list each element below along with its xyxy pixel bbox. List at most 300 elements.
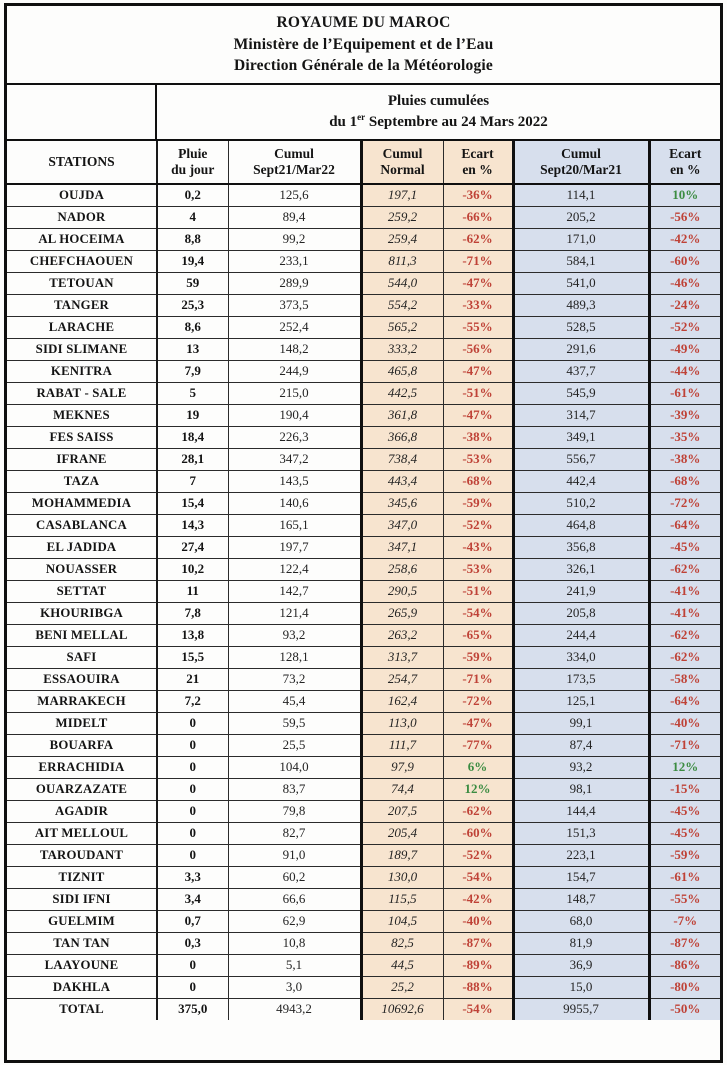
table-row xyxy=(7,492,720,514)
pluie-du-jour-cell: 0 xyxy=(157,756,228,778)
cumul-sept21-mar22-cell: 25,5 xyxy=(228,734,361,756)
ecart-normal-cell: -40% xyxy=(443,910,513,932)
cumul-normal-cell: 263,2 xyxy=(361,624,443,646)
pluie-du-jour-cell: 4 xyxy=(157,206,228,228)
station-cell: TAZA xyxy=(7,470,157,492)
cumul-normal-cell: 207,5 xyxy=(361,800,443,822)
ecart-n1-cell: -45% xyxy=(649,536,720,558)
ecart-normal-cell: -71% xyxy=(443,668,513,690)
cumul-sept21-mar22-cell: 3,0 xyxy=(228,976,361,998)
pluie-du-jour-cell: 7 xyxy=(157,470,228,492)
ecart-normal-cell: -71% xyxy=(443,250,513,272)
ecart-n1-cell: -64% xyxy=(649,514,720,536)
station-cell: TETOUAN xyxy=(7,272,157,294)
station-cell: TAROUDANT xyxy=(7,844,157,866)
document-sheet xyxy=(4,3,723,1063)
ecart-normal-cell: -59% xyxy=(443,492,513,514)
cumul-sept20-mar21-cell: 173,5 xyxy=(513,668,649,690)
col-header-pluie-du-jour xyxy=(157,141,228,184)
station-cell: CASABLANCA xyxy=(7,514,157,536)
col-header-line: en % xyxy=(462,162,493,177)
table-row xyxy=(7,712,720,734)
table-row xyxy=(7,316,720,338)
ecart-normal-cell: -33% xyxy=(443,294,513,316)
cumul-sept21-mar22-cell: 233,1 xyxy=(228,250,361,272)
ecart-n1-cell: -7% xyxy=(649,910,720,932)
cumul-sept20-mar21-cell: 148,7 xyxy=(513,888,649,910)
ecart-n1-cell: -62% xyxy=(649,558,720,580)
col-header-stations: STATIONS xyxy=(7,141,157,184)
station-cell: CHEFCHAOUEN xyxy=(7,250,157,272)
cumul-normal-cell: 259,4 xyxy=(361,228,443,250)
col-header-cumul-normal xyxy=(361,141,443,184)
station-cell: KHOURIBGA xyxy=(7,602,157,624)
cumul-normal-cell: 265,9 xyxy=(361,602,443,624)
cumul-sept20-mar21-cell: 241,9 xyxy=(513,580,649,602)
ecart-normal-cell: -47% xyxy=(443,404,513,426)
cumul-sept20-mar21-cell: 15,0 xyxy=(513,976,649,998)
station-cell: SIDI SLIMANE xyxy=(7,338,157,360)
col-header-line: Sept20/Mar21 xyxy=(540,162,622,177)
station-cell: MARRAKECH xyxy=(7,690,157,712)
ecart-normal-cell: -87% xyxy=(443,932,513,954)
ecart-n1-cell: -56% xyxy=(649,206,720,228)
ecart-n1-cell: -39% xyxy=(649,404,720,426)
table-row xyxy=(7,228,720,250)
cumul-sept21-mar22-cell: 244,9 xyxy=(228,360,361,382)
pluie-du-jour-cell: 0 xyxy=(157,734,228,756)
ecart-n1-cell: -59% xyxy=(649,844,720,866)
period-sub-rest: Septembre au 24 Mars 2022 xyxy=(365,114,548,130)
cumul-sept20-mar21-cell: 584,1 xyxy=(513,250,649,272)
col-header-line: Cumul xyxy=(382,145,423,161)
cumul-sept20-mar21-cell: 326,1 xyxy=(513,558,649,580)
ecart-n1-cell: -87% xyxy=(649,932,720,954)
pluie-du-jour-cell: 3,4 xyxy=(157,888,228,910)
cumul-sept21-mar22-cell: 62,9 xyxy=(228,910,361,932)
station-cell: MIDELT xyxy=(7,712,157,734)
ecart-normal-cell: -62% xyxy=(443,800,513,822)
station-cell: SIDI IFNI xyxy=(7,888,157,910)
cumul-sept20-mar21-cell: 36,9 xyxy=(513,954,649,976)
station-cell: FES SAISS xyxy=(7,426,157,448)
ecart-normal-cell: -72% xyxy=(443,690,513,712)
table-row xyxy=(7,470,720,492)
table-row xyxy=(7,646,720,668)
ecart-n1-cell: -50% xyxy=(649,998,720,1020)
station-cell: SETTAT xyxy=(7,580,157,602)
station-cell: AL HOCEIMA xyxy=(7,228,157,250)
ecart-normal-cell: -51% xyxy=(443,580,513,602)
cumul-sept21-mar22-cell: 104,0 xyxy=(228,756,361,778)
cumul-sept20-mar21-cell: 528,5 xyxy=(513,316,649,338)
table-row xyxy=(7,338,720,360)
period-band xyxy=(7,85,720,141)
table-row xyxy=(7,250,720,272)
pluie-du-jour-cell: 0 xyxy=(157,844,228,866)
cumul-sept21-mar22-cell: 82,7 xyxy=(228,822,361,844)
station-cell: ESSAOUIRA xyxy=(7,668,157,690)
ecart-n1-cell: -45% xyxy=(649,800,720,822)
ecart-n1-cell: -61% xyxy=(649,382,720,404)
ecart-normal-cell: -89% xyxy=(443,954,513,976)
table-row xyxy=(7,448,720,470)
ecart-normal-cell: -56% xyxy=(443,338,513,360)
station-cell: LAAYOUNE xyxy=(7,954,157,976)
table-row xyxy=(7,580,720,602)
pluie-du-jour-cell: 0,2 xyxy=(157,184,228,206)
ecart-normal-cell: -51% xyxy=(443,382,513,404)
pluie-du-jour-cell: 0,7 xyxy=(157,910,228,932)
cumul-sept21-mar22-cell: 128,1 xyxy=(228,646,361,668)
cumul-sept21-mar22-cell: 121,4 xyxy=(228,602,361,624)
table-row xyxy=(7,558,720,580)
cumul-normal-cell: 544,0 xyxy=(361,272,443,294)
cumul-sept20-mar21-cell: 442,4 xyxy=(513,470,649,492)
header-line-2: Ministère de l’Equipement et de l’Eau xyxy=(233,35,494,53)
pluie-du-jour-cell: 10,2 xyxy=(157,558,228,580)
station-cell: NOUASSER xyxy=(7,558,157,580)
cumul-sept20-mar21-cell: 510,2 xyxy=(513,492,649,514)
cumul-normal-cell: 442,5 xyxy=(361,382,443,404)
period-sub-sup: er xyxy=(357,112,366,122)
pluie-du-jour-cell: 19 xyxy=(157,404,228,426)
pluie-du-jour-cell: 19,4 xyxy=(157,250,228,272)
header-line-1: ROYAUME DU MAROC xyxy=(276,14,451,32)
cumul-sept20-mar21-cell: 314,7 xyxy=(513,404,649,426)
table-row xyxy=(7,866,720,888)
cumul-sept20-mar21-cell: 205,8 xyxy=(513,602,649,624)
table-row xyxy=(7,910,720,932)
cumul-sept20-mar21-cell: 541,0 xyxy=(513,272,649,294)
pluie-du-jour-cell: 375,0 xyxy=(157,998,228,1020)
station-cell: AGADIR xyxy=(7,800,157,822)
cumul-sept21-mar22-cell: 99,2 xyxy=(228,228,361,250)
cumul-normal-cell: 162,4 xyxy=(361,690,443,712)
cumul-normal-cell: 205,4 xyxy=(361,822,443,844)
cumul-normal-cell: 115,5 xyxy=(361,888,443,910)
table-row xyxy=(7,360,720,382)
cumul-normal-cell: 104,5 xyxy=(361,910,443,932)
station-cell: TAN TAN xyxy=(7,932,157,954)
pluie-du-jour-cell: 0 xyxy=(157,800,228,822)
col-header-line: Pluie xyxy=(178,145,208,161)
pluie-du-jour-cell: 3,3 xyxy=(157,866,228,888)
cumul-sept21-mar22-cell: 226,3 xyxy=(228,426,361,448)
cumul-normal-cell: 97,9 xyxy=(361,756,443,778)
cumul-sept21-mar22-cell: 125,6 xyxy=(228,184,361,206)
pluie-du-jour-cell: 5 xyxy=(157,382,228,404)
cumul-sept20-mar21-cell: 205,2 xyxy=(513,206,649,228)
cumul-sept20-mar21-cell: 151,3 xyxy=(513,822,649,844)
period-empty-cell xyxy=(7,85,157,139)
column-header-row xyxy=(7,141,720,184)
ecart-n1-cell: -72% xyxy=(649,492,720,514)
ecart-normal-cell: -36% xyxy=(443,184,513,206)
ecart-n1-cell: -42% xyxy=(649,228,720,250)
header-line-3: Direction Générale de la Météorologie xyxy=(233,57,494,75)
ecart-n1-cell: -71% xyxy=(649,734,720,756)
table-row xyxy=(7,404,720,426)
cumul-normal-cell: 465,8 xyxy=(361,360,443,382)
cumul-normal-cell: 111,7 xyxy=(361,734,443,756)
ecart-n1-cell: -35% xyxy=(649,426,720,448)
pluie-du-jour-cell: 7,8 xyxy=(157,602,228,624)
station-cell: KENITRA xyxy=(7,360,157,382)
table-row xyxy=(7,844,720,866)
cumul-sept21-mar22-cell: 122,4 xyxy=(228,558,361,580)
ecart-normal-cell: 6% xyxy=(443,756,513,778)
document-header xyxy=(7,6,720,85)
pluie-du-jour-cell: 7,2 xyxy=(157,690,228,712)
cumul-normal-cell: 290,5 xyxy=(361,580,443,602)
cumul-sept20-mar21-cell: 489,3 xyxy=(513,294,649,316)
ecart-n1-cell: -62% xyxy=(649,646,720,668)
cumul-sept20-mar21-cell: 9955,7 xyxy=(513,998,649,1020)
cumul-sept20-mar21-cell: 98,1 xyxy=(513,778,649,800)
ecart-n1-cell: -44% xyxy=(649,360,720,382)
cumul-sept20-mar21-cell: 356,8 xyxy=(513,536,649,558)
ecart-n1-cell: 12% xyxy=(649,756,720,778)
ecart-n1-cell: -61% xyxy=(649,866,720,888)
cumul-normal-cell: 333,2 xyxy=(361,338,443,360)
ecart-normal-cell: -54% xyxy=(443,602,513,624)
table-row xyxy=(7,382,720,404)
table-row xyxy=(7,668,720,690)
pluie-du-jour-cell: 15,5 xyxy=(157,646,228,668)
station-cell: LARACHE xyxy=(7,316,157,338)
table-row xyxy=(7,294,720,316)
cumul-sept21-mar22-cell: 165,1 xyxy=(228,514,361,536)
table-row xyxy=(7,734,720,756)
ecart-n1-cell: -49% xyxy=(649,338,720,360)
cumul-sept21-mar22-cell: 148,2 xyxy=(228,338,361,360)
table-row xyxy=(7,822,720,844)
pluie-du-jour-cell: 11 xyxy=(157,580,228,602)
cumul-normal-cell: 347,1 xyxy=(361,536,443,558)
station-cell: OUJDA xyxy=(7,184,157,206)
pluie-du-jour-cell: 21 xyxy=(157,668,228,690)
station-cell: TANGER xyxy=(7,294,157,316)
pluie-du-jour-cell: 0 xyxy=(157,712,228,734)
ecart-n1-cell: -41% xyxy=(649,602,720,624)
station-cell: BOUARFA xyxy=(7,734,157,756)
ecart-normal-cell: -42% xyxy=(443,888,513,910)
pluie-du-jour-cell: 0,3 xyxy=(157,932,228,954)
col-header-line: Cumul xyxy=(274,145,314,161)
cumul-sept20-mar21-cell: 349,1 xyxy=(513,426,649,448)
cumul-sept20-mar21-cell: 545,9 xyxy=(513,382,649,404)
cumul-normal-cell: 366,8 xyxy=(361,426,443,448)
ecart-normal-cell: -59% xyxy=(443,646,513,668)
ecart-n1-cell: -24% xyxy=(649,294,720,316)
cumul-normal-cell: 565,2 xyxy=(361,316,443,338)
ecart-n1-cell: -80% xyxy=(649,976,720,998)
pluie-du-jour-cell: 13 xyxy=(157,338,228,360)
cumul-normal-cell: 197,1 xyxy=(361,184,443,206)
ecart-n1-cell: -62% xyxy=(649,624,720,646)
ecart-normal-cell: -47% xyxy=(443,712,513,734)
ecart-normal-cell: -68% xyxy=(443,470,513,492)
cumul-sept20-mar21-cell: 334,0 xyxy=(513,646,649,668)
cumul-sept21-mar22-cell: 59,5 xyxy=(228,712,361,734)
ecart-normal-cell: -52% xyxy=(443,514,513,536)
col-header-line: Ecart xyxy=(669,145,702,161)
cumul-sept21-mar22-cell: 4943,2 xyxy=(228,998,361,1020)
cumul-sept20-mar21-cell: 87,4 xyxy=(513,734,649,756)
table-row xyxy=(7,932,720,954)
table-row xyxy=(7,426,720,448)
cumul-sept20-mar21-cell: 99,1 xyxy=(513,712,649,734)
ecart-normal-cell: -47% xyxy=(443,272,513,294)
cumul-normal-cell: 189,7 xyxy=(361,844,443,866)
cumul-sept21-mar22-cell: 140,6 xyxy=(228,492,361,514)
ecart-n1-cell: -41% xyxy=(649,580,720,602)
table-row xyxy=(7,756,720,778)
col-header-cumul-sept21-mar22 xyxy=(228,141,361,184)
cumul-sept20-mar21-cell: 144,4 xyxy=(513,800,649,822)
cumul-sept21-mar22-cell: 143,5 xyxy=(228,470,361,492)
cumul-sept20-mar21-cell: 223,1 xyxy=(513,844,649,866)
col-header-ecart-n1 xyxy=(649,141,720,184)
ecart-normal-cell: -52% xyxy=(443,844,513,866)
table-row xyxy=(7,954,720,976)
cumul-normal-cell: 82,5 xyxy=(361,932,443,954)
period-title: Pluies cumulées xyxy=(387,93,490,109)
pluie-du-jour-cell: 0 xyxy=(157,976,228,998)
ecart-n1-cell: -86% xyxy=(649,954,720,976)
station-cell: DAKHLA xyxy=(7,976,157,998)
cumul-normal-cell: 738,4 xyxy=(361,448,443,470)
ecart-n1-cell: -68% xyxy=(649,470,720,492)
station-cell: MOHAMMEDIA xyxy=(7,492,157,514)
station-cell: GUELMIM xyxy=(7,910,157,932)
station-cell: OUARZAZATE xyxy=(7,778,157,800)
table-row xyxy=(7,272,720,294)
cumul-normal-cell: 74,4 xyxy=(361,778,443,800)
cumul-normal-cell: 313,7 xyxy=(361,646,443,668)
pluie-du-jour-cell: 8,6 xyxy=(157,316,228,338)
station-cell: AIT MELLOUL xyxy=(7,822,157,844)
cumul-sept21-mar22-cell: 252,4 xyxy=(228,316,361,338)
station-cell: MEKNES xyxy=(7,404,157,426)
ecart-normal-cell: 12% xyxy=(443,778,513,800)
total-row xyxy=(7,998,720,1020)
cumul-sept21-mar22-cell: 373,5 xyxy=(228,294,361,316)
station-cell: SAFI xyxy=(7,646,157,668)
cumul-sept20-mar21-cell: 68,0 xyxy=(513,910,649,932)
period-subtitle xyxy=(329,112,548,131)
station-cell: NADOR xyxy=(7,206,157,228)
cumul-normal-cell: 443,4 xyxy=(361,470,443,492)
col-header-line: Sept21/Mar22 xyxy=(253,162,335,177)
cumul-normal-cell: 10692,6 xyxy=(361,998,443,1020)
pluie-du-jour-cell: 0 xyxy=(157,778,228,800)
ecart-normal-cell: -66% xyxy=(443,206,513,228)
col-header-line: en % xyxy=(670,162,701,177)
pluie-du-jour-cell: 15,4 xyxy=(157,492,228,514)
pluie-du-jour-cell: 25,3 xyxy=(157,294,228,316)
cumul-sept21-mar22-cell: 89,4 xyxy=(228,206,361,228)
station-cell: TOTAL xyxy=(7,998,157,1020)
cumul-sept21-mar22-cell: 91,0 xyxy=(228,844,361,866)
cumul-sept21-mar22-cell: 79,8 xyxy=(228,800,361,822)
cumul-sept20-mar21-cell: 154,7 xyxy=(513,866,649,888)
ecart-normal-cell: -54% xyxy=(443,866,513,888)
period-sub-prefix: du 1 xyxy=(329,114,358,130)
table-row xyxy=(7,206,720,228)
station-cell: TIZNIT xyxy=(7,866,157,888)
cumul-normal-cell: 361,8 xyxy=(361,404,443,426)
ecart-normal-cell: -53% xyxy=(443,558,513,580)
ecart-n1-cell: -58% xyxy=(649,668,720,690)
cumul-sept20-mar21-cell: 291,6 xyxy=(513,338,649,360)
ecart-n1-cell: 10% xyxy=(649,184,720,206)
ecart-normal-cell: -53% xyxy=(443,448,513,470)
ecart-n1-cell: -52% xyxy=(649,316,720,338)
ecart-n1-cell: -55% xyxy=(649,888,720,910)
pluie-du-jour-cell: 0 xyxy=(157,822,228,844)
ecart-n1-cell: -60% xyxy=(649,250,720,272)
cumul-sept21-mar22-cell: 83,7 xyxy=(228,778,361,800)
pluie-du-jour-cell: 14,3 xyxy=(157,514,228,536)
pluie-du-jour-cell: 27,4 xyxy=(157,536,228,558)
cumul-sept21-mar22-cell: 347,2 xyxy=(228,448,361,470)
ecart-normal-cell: -54% xyxy=(443,998,513,1020)
table-row xyxy=(7,800,720,822)
col-header-cumul-sept20-mar21 xyxy=(513,141,649,184)
rainfall-table xyxy=(7,141,720,1020)
col-header-line: du jour xyxy=(171,162,215,177)
cumul-sept21-mar22-cell: 215,0 xyxy=(228,382,361,404)
ecart-normal-cell: -62% xyxy=(443,228,513,250)
table-row xyxy=(7,536,720,558)
ecart-normal-cell: -38% xyxy=(443,426,513,448)
ecart-normal-cell: -88% xyxy=(443,976,513,998)
cumul-sept21-mar22-cell: 66,6 xyxy=(228,888,361,910)
cumul-sept21-mar22-cell: 10,8 xyxy=(228,932,361,954)
ecart-normal-cell: -77% xyxy=(443,734,513,756)
cumul-sept21-mar22-cell: 60,2 xyxy=(228,866,361,888)
station-cell: RABAT - SALE xyxy=(7,382,157,404)
cumul-sept20-mar21-cell: 125,1 xyxy=(513,690,649,712)
cumul-normal-cell: 113,0 xyxy=(361,712,443,734)
pluie-du-jour-cell: 7,9 xyxy=(157,360,228,382)
pluie-du-jour-cell: 0 xyxy=(157,954,228,976)
station-cell: IFRANE xyxy=(7,448,157,470)
ecart-n1-cell: -38% xyxy=(649,448,720,470)
ecart-normal-cell: -55% xyxy=(443,316,513,338)
ecart-n1-cell: -46% xyxy=(649,272,720,294)
cumul-sept20-mar21-cell: 171,0 xyxy=(513,228,649,250)
cumul-sept20-mar21-cell: 556,7 xyxy=(513,448,649,470)
cumul-normal-cell: 554,2 xyxy=(361,294,443,316)
pluie-du-jour-cell: 28,1 xyxy=(157,448,228,470)
ecart-n1-cell: -64% xyxy=(649,690,720,712)
table-row xyxy=(7,602,720,624)
cumul-sept20-mar21-cell: 244,4 xyxy=(513,624,649,646)
ecart-normal-cell: -60% xyxy=(443,822,513,844)
cumul-sept21-mar22-cell: 142,7 xyxy=(228,580,361,602)
cumul-normal-cell: 347,0 xyxy=(361,514,443,536)
station-cell: BENI MELLAL xyxy=(7,624,157,646)
col-header-ecart-normal xyxy=(443,141,513,184)
cumul-sept21-mar22-cell: 93,2 xyxy=(228,624,361,646)
ecart-normal-cell: -47% xyxy=(443,360,513,382)
table-body xyxy=(7,184,720,1020)
table-row xyxy=(7,624,720,646)
col-header-line: Normal xyxy=(380,162,425,177)
